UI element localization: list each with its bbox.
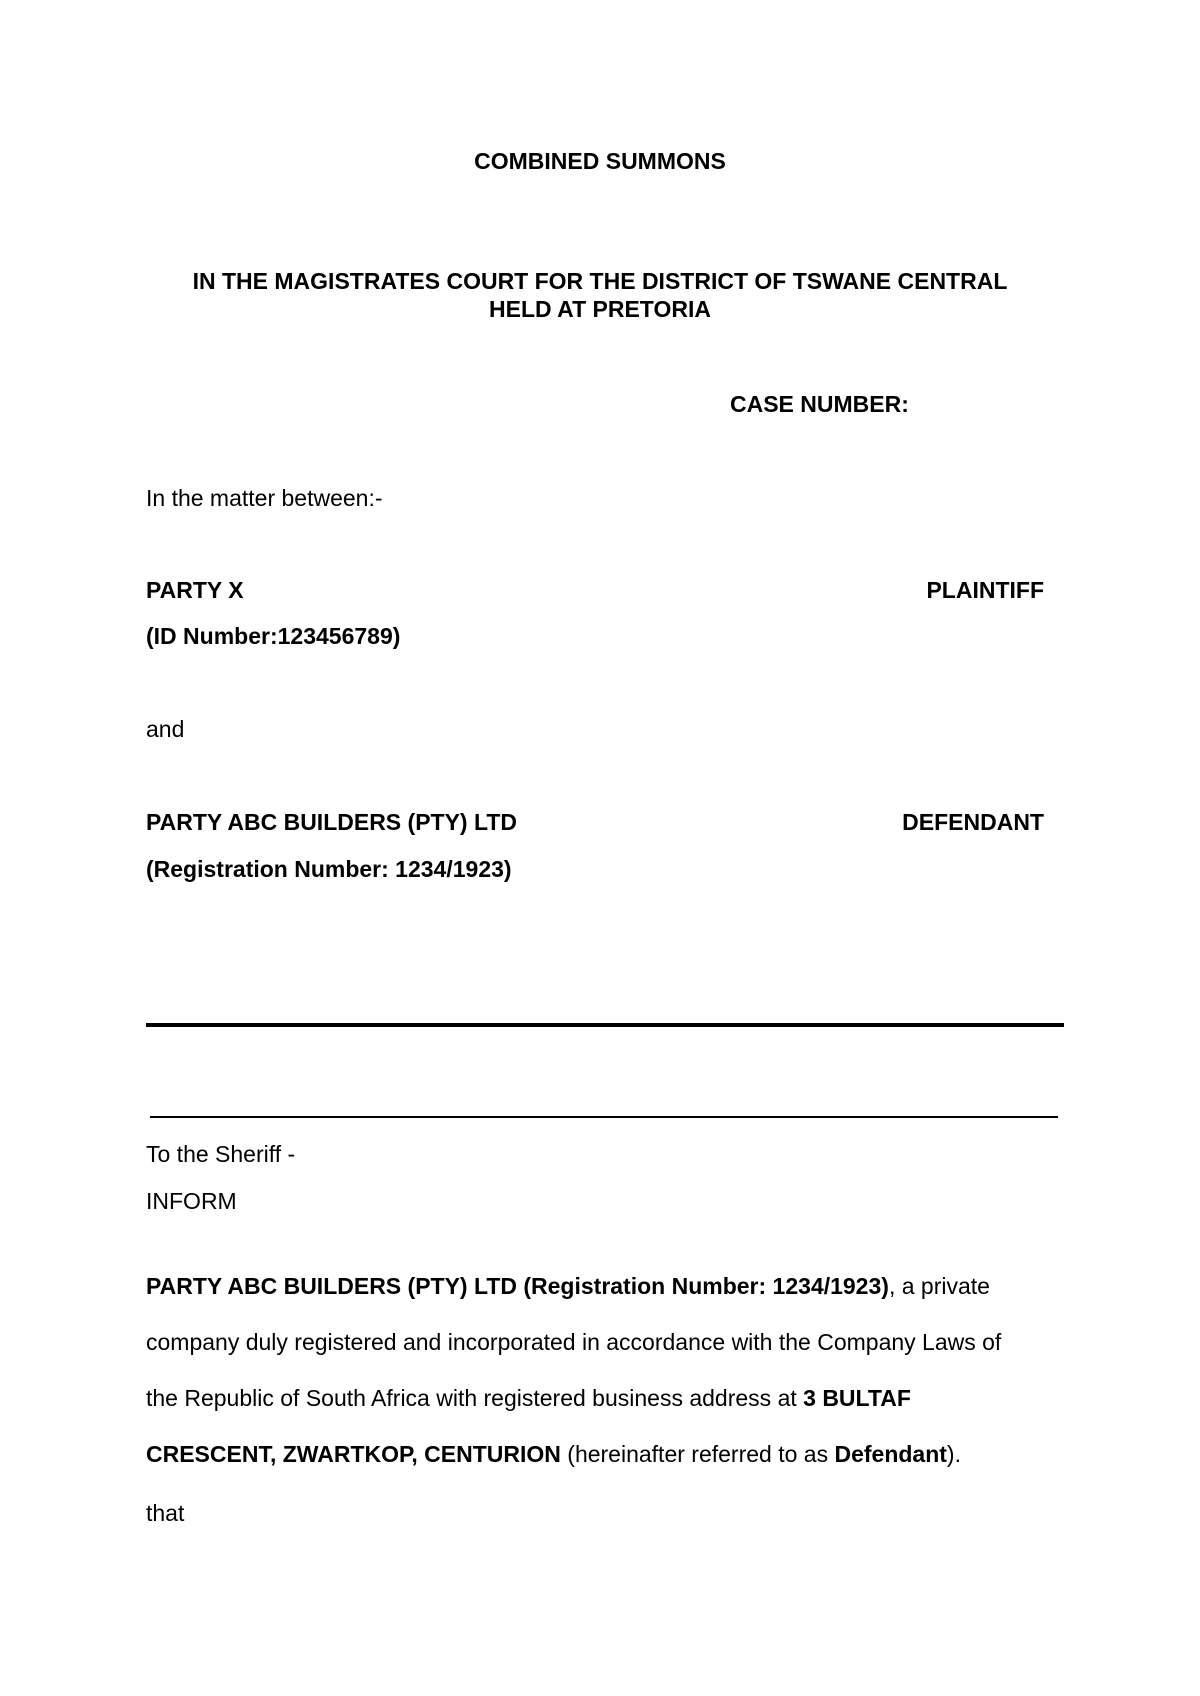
paragraph-line-1 [146,1258,1076,1314]
document-title: COMBINED SUMMONS [474,148,726,174]
address-bold-2: CRESCENT, ZWARTKOP, CENTURION [146,1441,561,1467]
plaintiff-id: (ID Number:123456789) [146,623,401,649]
matter-intro: In the matter between:- [146,485,383,511]
defendant-paragraph [146,1258,1076,1482]
case-number-label: CASE NUMBER: [730,391,909,417]
that-word: that [146,1500,185,1526]
dash-divider [150,1116,1058,1118]
paragraph-line-2: company duly registered and incorporated in accordance with the Company Laws of [146,1329,1002,1355]
address-bold-1: 3 BULTAF [803,1385,911,1411]
paragraph-text-5: ). [946,1441,961,1467]
defendant-role: DEFENDANT [902,809,1044,835]
defendant-name: PARTY ABC BUILDERS (PTY) LTD [146,809,517,835]
thick-divider [146,1023,1064,1027]
paragraph-line-3 [146,1370,1076,1426]
inform-label: INFORM [146,1188,237,1214]
party-bold-text: PARTY ABC BUILDERS (PTY) LTD (Registration Number: 1234/1923) [146,1273,889,1299]
paragraph-text-1: , a private [888,1273,990,1299]
plaintiff-role: PLAINTIFF [926,577,1044,603]
defendant-registration: (Registration Number: 1234/1923) [146,856,512,882]
plaintiff-name: PARTY X [146,577,244,603]
paragraph-line-4 [146,1426,1076,1482]
court-heading-line-1: IN THE MAGISTRATES COURT FOR THE DISTRICT OF TSWANE CENTRAL [192,268,1008,294]
defendant-bold-text: Defendant [834,1441,947,1467]
conjunction-and: and [146,716,185,742]
paragraph-text-4: (hereinafter referred to as [560,1441,835,1467]
court-heading-line-2: HELD AT PRETORIA [489,296,711,322]
sheriff-address: To the Sheriff - [146,1141,296,1167]
paragraph-text-3: the Republic of South Africa with registered business address at [146,1385,804,1411]
